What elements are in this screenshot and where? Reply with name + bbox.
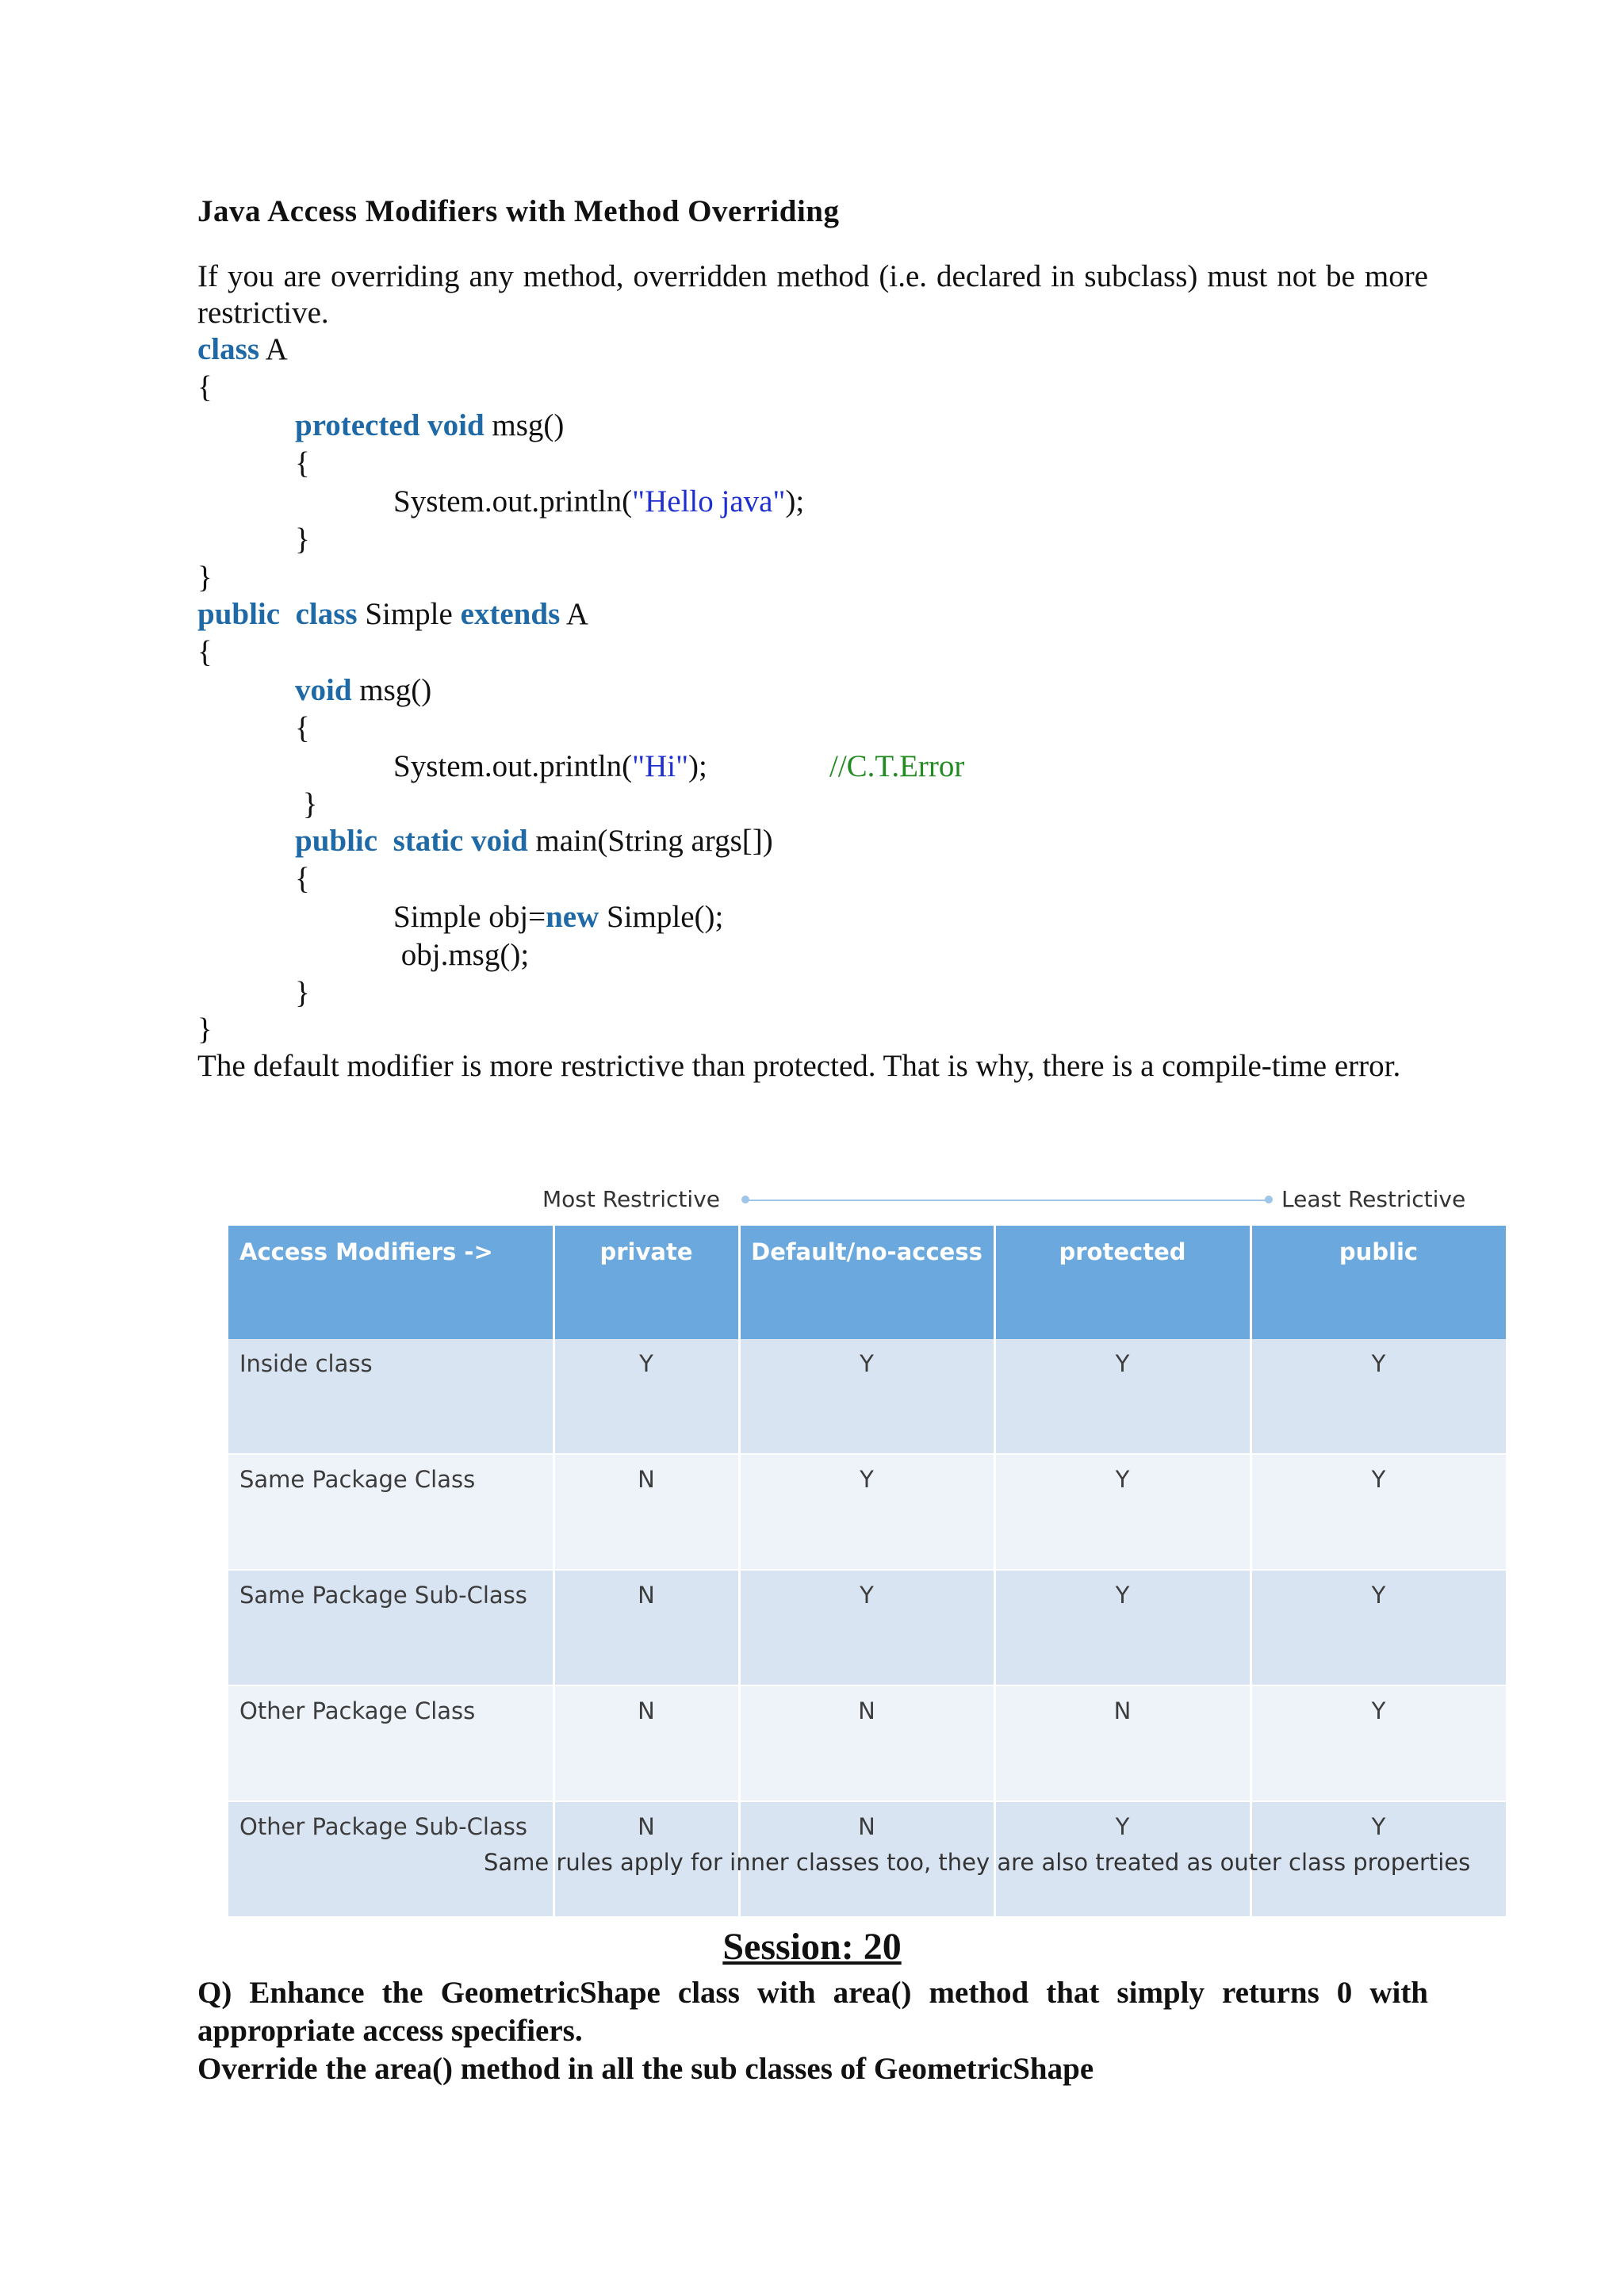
table-cell: Y (553, 1339, 739, 1454)
code-line-6: } (295, 522, 310, 557)
code-line-13: } (295, 787, 318, 821)
code-text: main(String args[]) (527, 824, 773, 858)
table-cell: Y (1251, 1801, 1507, 1916)
code-text: A (259, 332, 288, 366)
code-line-8 (197, 596, 588, 633)
code-text: System.out.println( (393, 484, 633, 519)
most-restrictive-label: Most Restrictive (542, 1186, 720, 1212)
keyword: class (295, 597, 358, 631)
code-line-11: { (295, 711, 310, 745)
access-modifier-figure (198, 1158, 1515, 1887)
row-label: Same Package Sub-Class (228, 1570, 553, 1686)
table-row (228, 1686, 1507, 1801)
intro-paragraph: If you are overriding any method, overridden method (i.e. declared in subclass) must not be more restrictive. (197, 259, 1428, 330)
code-line-17: obj.msg(); (393, 938, 530, 972)
code-text: Simple (357, 597, 461, 631)
table-cell: Y (994, 1570, 1251, 1686)
table-cell: N (739, 1801, 994, 1916)
keyword: class (197, 332, 259, 366)
table-header-row (228, 1226, 1507, 1339)
column-header: private (553, 1226, 739, 1339)
row-label: Other Package Class (228, 1686, 553, 1801)
code-line-12 (393, 748, 707, 785)
row-label: Other Package Sub-Class (228, 1801, 553, 1916)
table-cell: Y (739, 1339, 994, 1454)
code-line-1 (197, 331, 288, 368)
keyword: extends (460, 597, 561, 631)
table-row (228, 1339, 1507, 1454)
table-cell: Y (1251, 1570, 1507, 1686)
string-literal: "Hello java" (632, 484, 786, 519)
keyword: void (471, 824, 528, 858)
session-title: Session: 20 (722, 1926, 902, 1968)
table-cell: N (553, 1686, 739, 1801)
keyword: protected (295, 408, 420, 442)
table-cell: N (553, 1570, 739, 1686)
code-text: msg() (484, 408, 565, 442)
code-line-5 (393, 484, 804, 520)
code-line-14 (295, 823, 773, 859)
code-text: msg() (351, 673, 432, 707)
code-line-15: { (295, 862, 310, 896)
table-cell: Y (739, 1454, 994, 1570)
table-cell: Y (739, 1570, 994, 1686)
code-line-4: { (295, 446, 310, 480)
table-cell: N (739, 1686, 994, 1801)
code-line-19: } (197, 1012, 213, 1047)
table-cell: Y (1251, 1339, 1507, 1454)
keyword: void (295, 673, 352, 707)
code-line-18: } (295, 976, 310, 1010)
code-text: Simple(); (599, 900, 724, 934)
least-restrictive-label: Least Restrictive (1281, 1186, 1466, 1212)
section-heading: Java Access Modifiers with Method Overriding (197, 194, 840, 228)
column-header: Default/no-access (739, 1226, 994, 1339)
table-cell: Y (994, 1454, 1251, 1570)
column-header: public (1251, 1226, 1507, 1339)
table-cell: Y (1251, 1686, 1507, 1801)
table-row (228, 1570, 1507, 1686)
keyword: public (295, 824, 378, 858)
code-text: A (560, 597, 589, 631)
arrow-end-dot (1265, 1196, 1273, 1203)
figure-note: Same rules apply for inner classes too, they are also treated as outer class properties (484, 1849, 1471, 1876)
code-line-7: } (197, 561, 213, 595)
code-text: ); (688, 749, 707, 783)
code-line-2: { (197, 370, 213, 404)
table-cell: Y (1251, 1454, 1507, 1570)
conclusion-paragraph: The default modifier is more restrictive than protected. That is why, there is a compile-time error. (197, 1049, 1401, 1083)
row-label: Same Package Class (228, 1454, 553, 1570)
code-listing (197, 331, 1434, 1045)
column-header: protected (994, 1226, 1251, 1339)
access-table (228, 1226, 1508, 1916)
keyword: static (393, 824, 464, 858)
string-literal: "Hi" (632, 749, 689, 783)
table-cell: Y (994, 1801, 1251, 1916)
table-cell: N (553, 1801, 739, 1916)
row-label: Inside class (228, 1339, 553, 1454)
question-text-2: Override the area() method in all the sub classes of GeometricShape (197, 2052, 1094, 2086)
table-cell: N (553, 1454, 739, 1570)
code-line-9: { (197, 635, 213, 669)
code-text: ); (785, 484, 805, 519)
table-cell: N (994, 1686, 1251, 1801)
question-text: Q) Enhance the GeometricShape class with area() method that simply returns 0 with appropriate access specifiers. (197, 1976, 1428, 2048)
column-header: Access Modifiers -> (228, 1226, 553, 1339)
keyword: void (427, 408, 485, 442)
table-row (228, 1454, 1507, 1570)
code-line-3 (295, 408, 564, 444)
code-comment: //C.T.Error (829, 749, 965, 783)
restrictiveness-arrow (745, 1200, 1269, 1201)
keyword: public (197, 597, 281, 631)
code-line-16 (393, 899, 723, 936)
table-cell: Y (994, 1339, 1251, 1454)
keyword: new (546, 900, 599, 934)
code-text: System.out.println( (393, 749, 633, 783)
code-text: Simple obj= (393, 900, 546, 934)
code-line-10 (295, 672, 431, 709)
